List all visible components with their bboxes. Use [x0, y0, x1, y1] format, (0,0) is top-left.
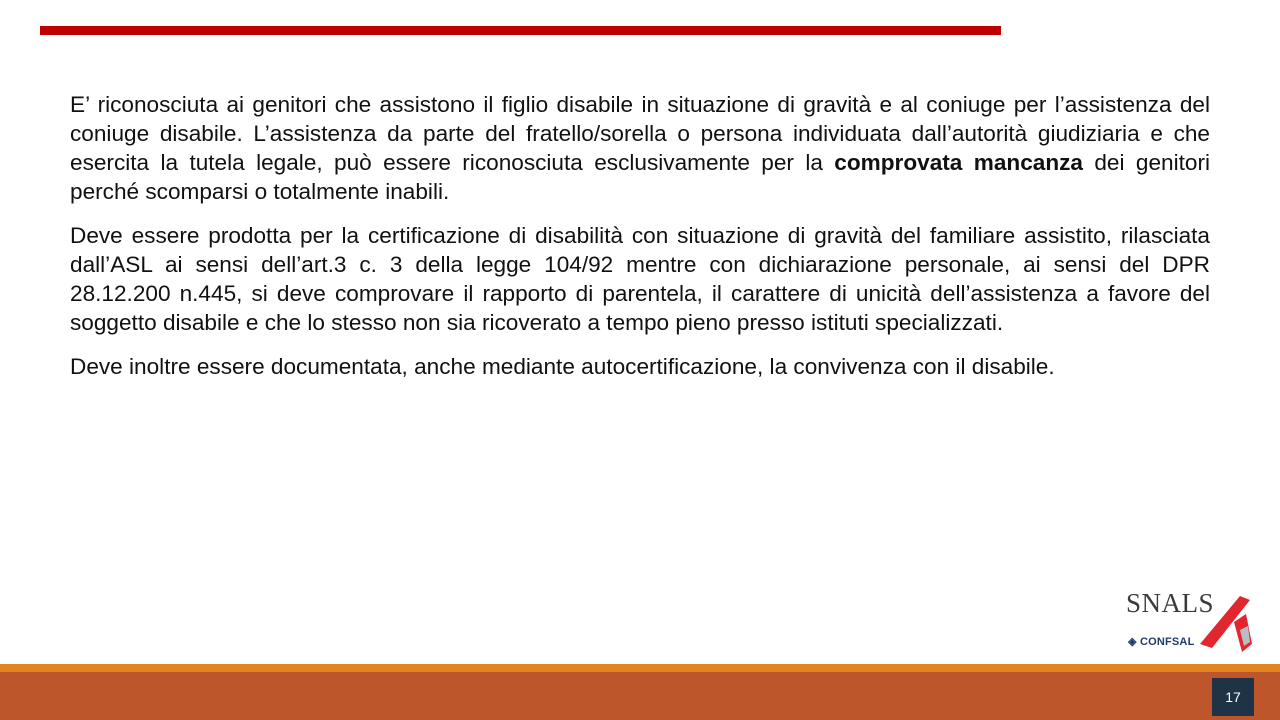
logo-subtitle: [1128, 635, 1195, 648]
paragraph-1: [70, 90, 1210, 206]
confsal-mark-icon: ◈: [1128, 636, 1137, 648]
top-accent-rule: [40, 26, 1001, 35]
paragraph-2: Deve essere prodotta per la certificazione di disabilità con situazione di gravità del familiare assistito, rilasciata dall’ASL ai sensi dell’art.3 c. 3 della legge 104/92 mentre con dichiarazione personale, ai sensi del DPR 28.12.200 n.445, si deve comprovare il rapporto di parentela, il carattere di unicità dell’assistenza a favore del soggetto disabile e che lo stesso non sia ricoverato a tempo pieno presso istituti specializzati.: [70, 223, 1210, 335]
page-number-badge: 17: [1212, 678, 1254, 716]
footer-bar: [0, 672, 1280, 720]
paragraph-1-text-a: E’ riconosciuta ai genitori che assistono il figlio disabile in situazione di gravità e al coniuge per l’assistenza del coniuge disabile. L’assistenza da parte del fratello/sorella o persona individuata dall’autorità giudiziaria e che esercita la tutela legale, può essere riconosciuta esclusivamente per la: [70, 92, 1210, 175]
slide-body: [70, 90, 1210, 396]
logo-wordmark: SNALS: [1126, 588, 1215, 618]
paragraph-3: Deve inoltre essere documentata, anche mediante autocertificazione, la convivenza con il disabile.: [70, 354, 1055, 379]
snals-confsal-logo: [1124, 588, 1256, 656]
footer-accent-line: [0, 664, 1280, 672]
paragraph-1-bold-phrase: comprovata mancanza: [834, 150, 1083, 175]
paragraph-1-text-b: dei genitori perché scomparsi o totalmente inabili.: [70, 150, 1210, 204]
logo-subtitle-text: CONFSAL: [1139, 636, 1195, 648]
